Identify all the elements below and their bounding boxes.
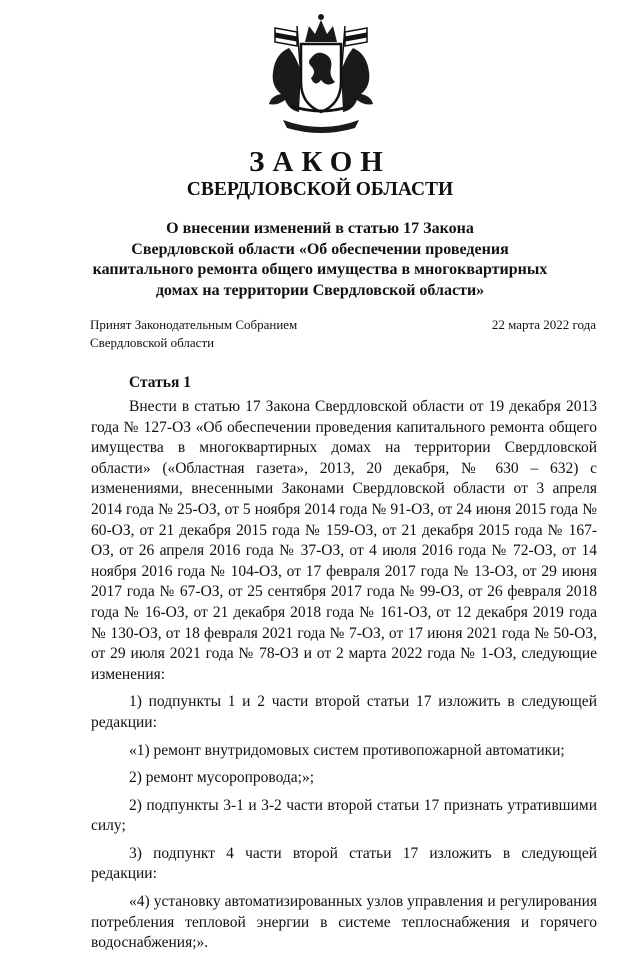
adoption-line: Принят Законодательным Собранием bbox=[90, 317, 298, 332]
law-subject-line: домах на территории Свердловской области» bbox=[155, 281, 485, 299]
law-subject bbox=[70, 219, 570, 301]
base-ribbon bbox=[283, 120, 359, 133]
adoption-info bbox=[90, 316, 297, 352]
left-sable-supporter bbox=[269, 48, 301, 112]
crown bbox=[305, 20, 337, 42]
law-subject-line: О внесении изменений в статью 17 Закона bbox=[166, 220, 474, 237]
article-paragraph: «1) ремонт внутридомовых систем противопожарной автоматики; bbox=[129, 741, 565, 759]
document-region: СВЕРДЛОВСКОЙ ОБЛАСТИ bbox=[186, 179, 454, 200]
adoption-line: Свердловской области bbox=[90, 335, 215, 350]
article-paragraph: Внести в статью 17 Закона Свердловской области от 19 декабря 2013 года № 127-ОЗ «Об обеспечении проведения капитального ремонта общего имущества в многоквартирных домах на территории Свердловской области» («Областная газета», 2013, 20 декабря, № 630 – 632) с изменениями, внесенными Законами Свердловской области от 3 апреля 2014 года № 25-ОЗ, от 5 ноября 2014 года № 91-ОЗ, от 24 июня 2015 года № 60-ОЗ, от 21 декабря 2015 года № 159-ОЗ, от 21 декабря 2015 года № 167-ОЗ, от 26 апреля 2016 года № 37-ОЗ, от 4 июля 2016 года № 72-ОЗ, от 14 ноября 2016 года № 104-ОЗ, от 17 февраля 2017 года № 13-ОЗ, от 29 июня 2017 года № 67-ОЗ, от 25 сентября 2017 года № 99-ОЗ, от 26 февраля 2018 года № 16-ОЗ, от 21 декабря 2018 года № 161-ОЗ, от 12 декабря 2019 года № 130-ОЗ, от 18 февраля 2021 года № 7-ОЗ, от 17 июня 2021 года № 50-ОЗ, от 29 июля 2021 года № 78-ОЗ и от 2 марта 2022 года № 1-ОЗ, следующие изменения: bbox=[91, 398, 597, 683]
adoption-date: 22 марта 2022 года bbox=[491, 317, 596, 332]
article-paragraph: 2) ремонт мусоропровода;»; bbox=[129, 769, 315, 787]
article-paragraph: «4) установку автоматизированных узлов управления и регулирования потребления тепловой энергии в системе теплоснабжения и горячего водоснабжения;». bbox=[91, 893, 597, 952]
document-title: ЗАКОН bbox=[249, 146, 391, 178]
coat-of-arms-emblem bbox=[261, 8, 381, 134]
law-subject-line: капитального ремонта общего имущества в многоквартирных bbox=[92, 261, 548, 278]
article-heading: Статья 1 bbox=[129, 374, 191, 391]
article-body bbox=[91, 397, 597, 954]
article-paragraph: 1) подпункты 1 и 2 части второй статьи 17 изложить в следующей редакции: bbox=[91, 693, 597, 731]
right-sable-supporter bbox=[341, 48, 373, 112]
article-paragraph: 3) подпункт 4 части второй статьи 17 изложить в следующей редакции: bbox=[91, 844, 597, 883]
article-paragraph: 2) подпункты 3-1 и 3-2 части второй статьи 17 признать утратившими силу; bbox=[91, 796, 597, 835]
law-subject-line: Свердловской области «Об обеспечении проведения bbox=[131, 240, 509, 258]
